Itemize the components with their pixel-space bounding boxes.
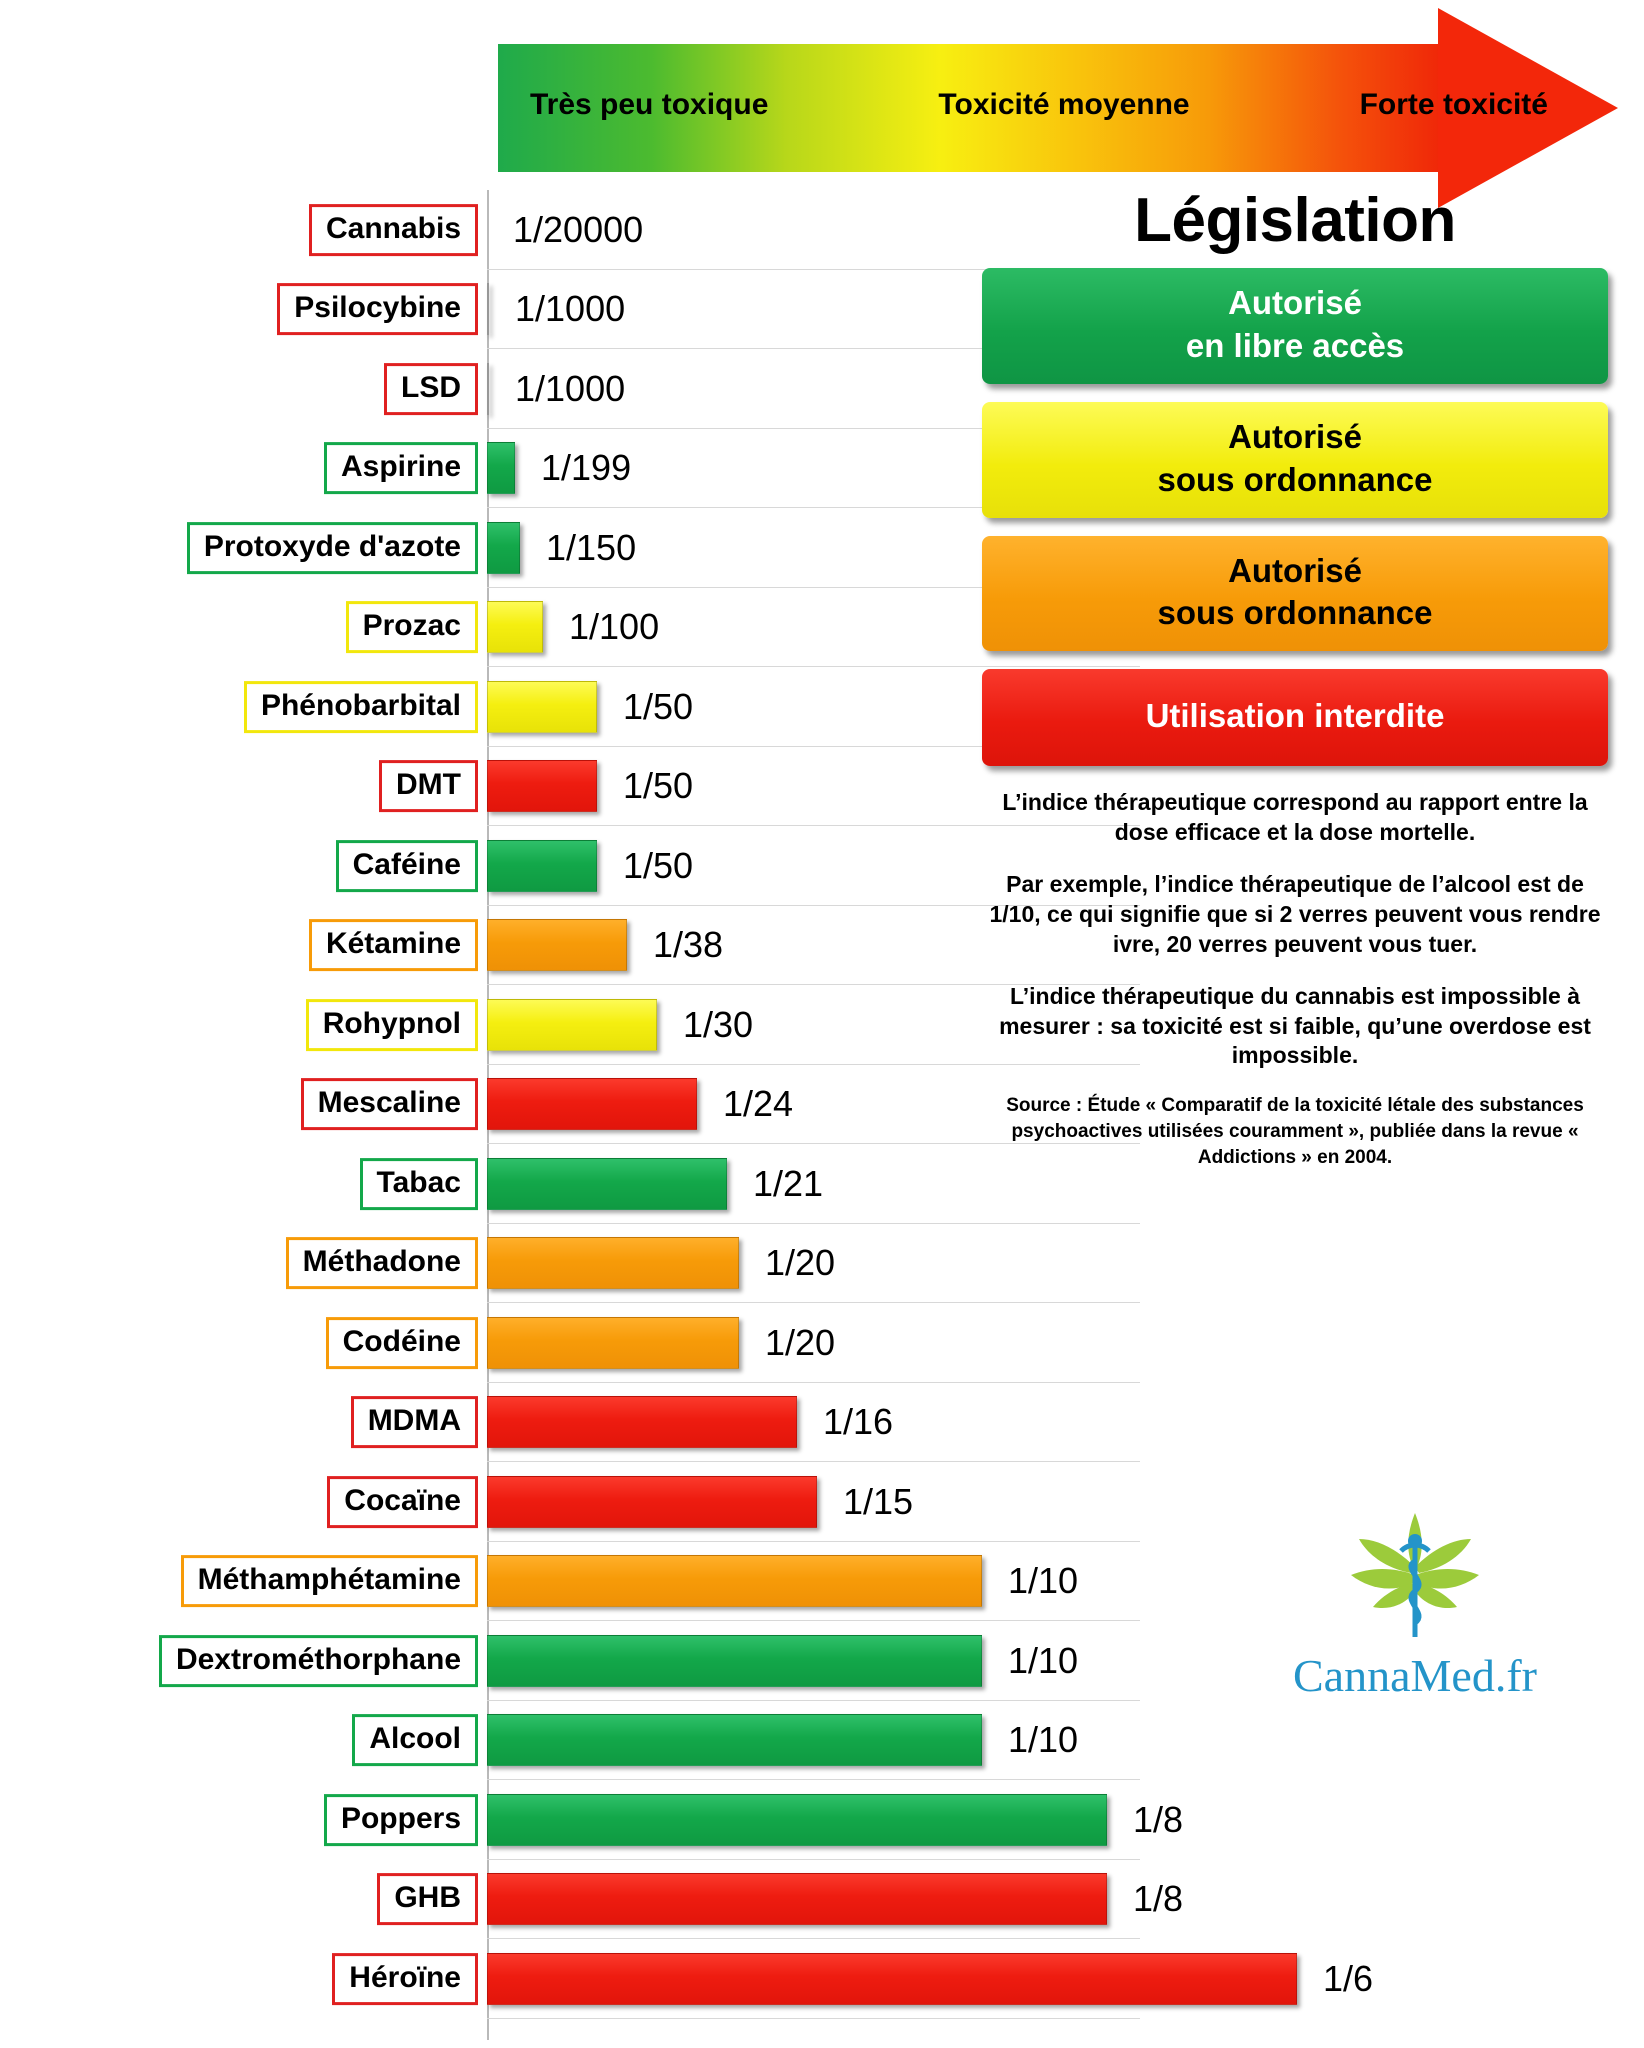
substance-label: Poppers: [324, 1794, 478, 1846]
bar-value-label: 1/1000: [515, 288, 626, 330]
cannabis-leaf-icon: [1245, 1505, 1585, 1655]
bar-value-label: 1/8: [1133, 1878, 1184, 1920]
chart-row: [0, 1621, 1140, 1701]
substance-label-wrap: [0, 1701, 478, 1781]
logo-text: CannaMed.fr: [1293, 1650, 1537, 1701]
chart-row: [0, 1303, 1140, 1383]
substance-label-wrap: [0, 508, 478, 588]
chart-row: [0, 1462, 1140, 1542]
chart-row: [0, 1542, 1140, 1622]
chart-row: [0, 1224, 1140, 1304]
bar: [487, 919, 627, 971]
bar-wrap: [487, 1939, 1374, 2019]
bar: [487, 1237, 739, 1289]
bar-wrap: [487, 1780, 1184, 1860]
substance-label: Kétamine: [309, 919, 478, 971]
arrow-label-low: Très peu toxique: [530, 88, 769, 121]
bar: [487, 999, 657, 1051]
legislation-box-line1: Autorisé: [1228, 417, 1362, 455]
bar: [487, 363, 489, 415]
bar-value-label: 1/20: [765, 1242, 836, 1284]
legislation-box-line1: Autorisé: [1228, 284, 1362, 321]
substance-label: LSD: [384, 363, 478, 415]
cannamed-logo: [1245, 1505, 1585, 1702]
substance-label-wrap: [0, 270, 478, 350]
substance-label: Protoxyde d'azote: [187, 522, 478, 574]
substance-label: Aspirine: [324, 442, 478, 494]
substance-label-wrap: [0, 1462, 478, 1542]
legislation-box-line2: sous ordonnance: [1157, 460, 1433, 498]
substance-label-wrap: [0, 747, 478, 827]
substance-label: DMT: [379, 760, 478, 812]
legislation-box-line2: en libre accès: [1185, 326, 1405, 364]
chart-row: [0, 1780, 1184, 1860]
chart-row: [0, 1701, 1140, 1781]
bar-value-label: 1/50: [623, 765, 694, 807]
bar: [487, 1873, 1107, 1925]
substance-label-wrap: [0, 826, 478, 906]
substance-label-wrap: [0, 906, 478, 986]
bar: [487, 681, 597, 733]
chart-row: [0, 1939, 1374, 2019]
substance-label: Codéine: [326, 1317, 478, 1369]
bar: [487, 1396, 797, 1448]
bar-value-label: 1/24: [723, 1083, 794, 1125]
note-cannabis: L’indice thérapeutique du cannabis est impossible à mesurer : sa toxicité est si faible, qu’une overdose est impossible.: [999, 982, 1591, 1069]
bar-value-label: 1/20: [765, 1321, 836, 1363]
substance-label: Méthamphétamine: [181, 1555, 478, 1607]
bar-value-label: 1/10: [1008, 1719, 1079, 1761]
substance-label: Caféine: [336, 840, 478, 892]
substance-label-wrap: [0, 1383, 478, 1463]
legislation-box-line2: sous ordonnance: [1157, 594, 1433, 632]
bar: [487, 760, 597, 812]
bar-value-label: 1/8: [1133, 1798, 1184, 1840]
bar-value-label: 1/1000: [515, 367, 626, 409]
substance-label-wrap: [0, 1542, 478, 1622]
bar-value-label: 1/20000: [513, 208, 644, 250]
bar-value-label: 1/38: [653, 924, 724, 966]
bar-value-label: 1/150: [546, 526, 637, 568]
bar-value-label: 1/16: [823, 1401, 894, 1443]
legislation-title: Législation: [1134, 186, 1456, 255]
bar: [487, 1953, 1297, 2005]
bar: [487, 283, 489, 335]
bar-value-label: 1/199: [541, 447, 632, 489]
substance-label: Phénobarbital: [244, 681, 478, 733]
bar: [487, 840, 597, 892]
bar-value-label: 1/10: [1008, 1560, 1079, 1602]
bar-value-label: 1/10: [1008, 1639, 1079, 1681]
substance-label-wrap: [0, 190, 478, 270]
bar: [487, 522, 520, 574]
bar-wrap: [487, 1462, 1140, 1542]
substance-label: Psilocybine: [277, 283, 478, 335]
substance-label: Dextrométhorphane: [159, 1635, 478, 1687]
legislation-box-line1: Autorisé: [1228, 551, 1362, 589]
substance-label-wrap: [0, 1224, 478, 1304]
bar: [487, 1317, 739, 1369]
bar-wrap: [487, 1542, 1140, 1622]
bar: [487, 1555, 982, 1607]
bar-value-label: 1/21: [753, 1162, 824, 1204]
legislation-box-prescription-yellow: [982, 402, 1608, 518]
explanatory-notes: [980, 788, 1610, 1170]
bar-value-label: 1/50: [623, 844, 694, 886]
substance-label-wrap: [0, 985, 478, 1065]
substance-label-wrap: [0, 429, 478, 509]
substance-label: Méthadone: [286, 1237, 478, 1289]
bar-wrap: [487, 1701, 1140, 1781]
bar: [487, 1635, 982, 1687]
bar-value-label: 1/100: [569, 606, 660, 648]
note-source: Source : Étude « Comparatif de la toxicité létale des substances psychoactives utilisées couramment », publiée dans la revue « Addictions » en 2004.: [1006, 1095, 1584, 1168]
legislation-box-line1: Utilisation interdite: [1145, 697, 1445, 735]
substance-label: GHB: [377, 1873, 478, 1925]
leaf-caduceus-svg: [1315, 1505, 1515, 1655]
substance-label-wrap: [0, 1780, 478, 1860]
bar-value-label: 1/50: [623, 685, 694, 727]
bar-wrap: [487, 1303, 1140, 1383]
bar-wrap: [487, 1383, 1140, 1463]
substance-label: Cocaïne: [327, 1476, 478, 1528]
chart-row: [0, 1383, 1140, 1463]
substance-label-wrap: [0, 1144, 478, 1224]
bar-value-label: 1/30: [683, 1003, 754, 1045]
substance-label-wrap: [0, 1065, 478, 1145]
substance-label-wrap: [0, 1303, 478, 1383]
substance-label: Alcool: [352, 1714, 478, 1766]
bar: [487, 1714, 982, 1766]
substance-label-wrap: [0, 1860, 478, 1940]
bar: [487, 1078, 697, 1130]
bar: [487, 601, 543, 653]
arrow-label-high: Forte toxicité: [1359, 88, 1548, 121]
arrow-label-group: [498, 88, 1558, 122]
bar: [487, 1476, 817, 1528]
note-example: Par exemple, l’indice thérapeutique de l’alcool est de 1/10, ce qui signifie que si 2 verres peuvent vous rendre ivre, 20 verres peuvent vous tuer.: [989, 871, 1601, 957]
substance-label: Tabac: [360, 1158, 478, 1210]
bar-wrap: [487, 1224, 1140, 1304]
substance-label: Cannabis: [309, 204, 478, 256]
legislation-box-prescription-orange: [982, 536, 1608, 652]
substance-label: MDMA: [351, 1396, 478, 1448]
substance-label: Mescaline: [301, 1078, 478, 1130]
substance-label-wrap: [0, 588, 478, 668]
substance-label-wrap: [0, 349, 478, 429]
substance-label-wrap: [0, 1621, 478, 1701]
arrow-label-medium: Toxicité moyenne: [938, 88, 1190, 121]
legislation-panel: [960, 186, 1630, 1170]
bar-value-label: 1/15: [843, 1480, 914, 1522]
toxicity-gradient-arrow: [498, 8, 1618, 208]
bar: [487, 1794, 1107, 1846]
substance-label: Rohypnol: [306, 999, 478, 1051]
chart-row: [0, 1860, 1184, 1940]
legislation-box-free-access: [982, 268, 1608, 384]
substance-label-wrap: [0, 1939, 478, 2019]
note-definition: L’indice thérapeutique correspond au rapport entre la dose efficace et la dose mortelle.: [1002, 789, 1588, 846]
bar-wrap: [487, 1621, 1140, 1701]
bar-wrap: [487, 1860, 1184, 1940]
bar: [487, 1158, 727, 1210]
bar-value-label: 1/6: [1323, 1957, 1374, 1999]
row-separator: [487, 2018, 1140, 2019]
legislation-box-forbidden: [982, 669, 1608, 766]
substance-label-wrap: [0, 667, 478, 747]
bar: [487, 442, 515, 494]
substance-label: Héroïne: [332, 1953, 478, 2005]
substance-label: Prozac: [346, 601, 478, 653]
